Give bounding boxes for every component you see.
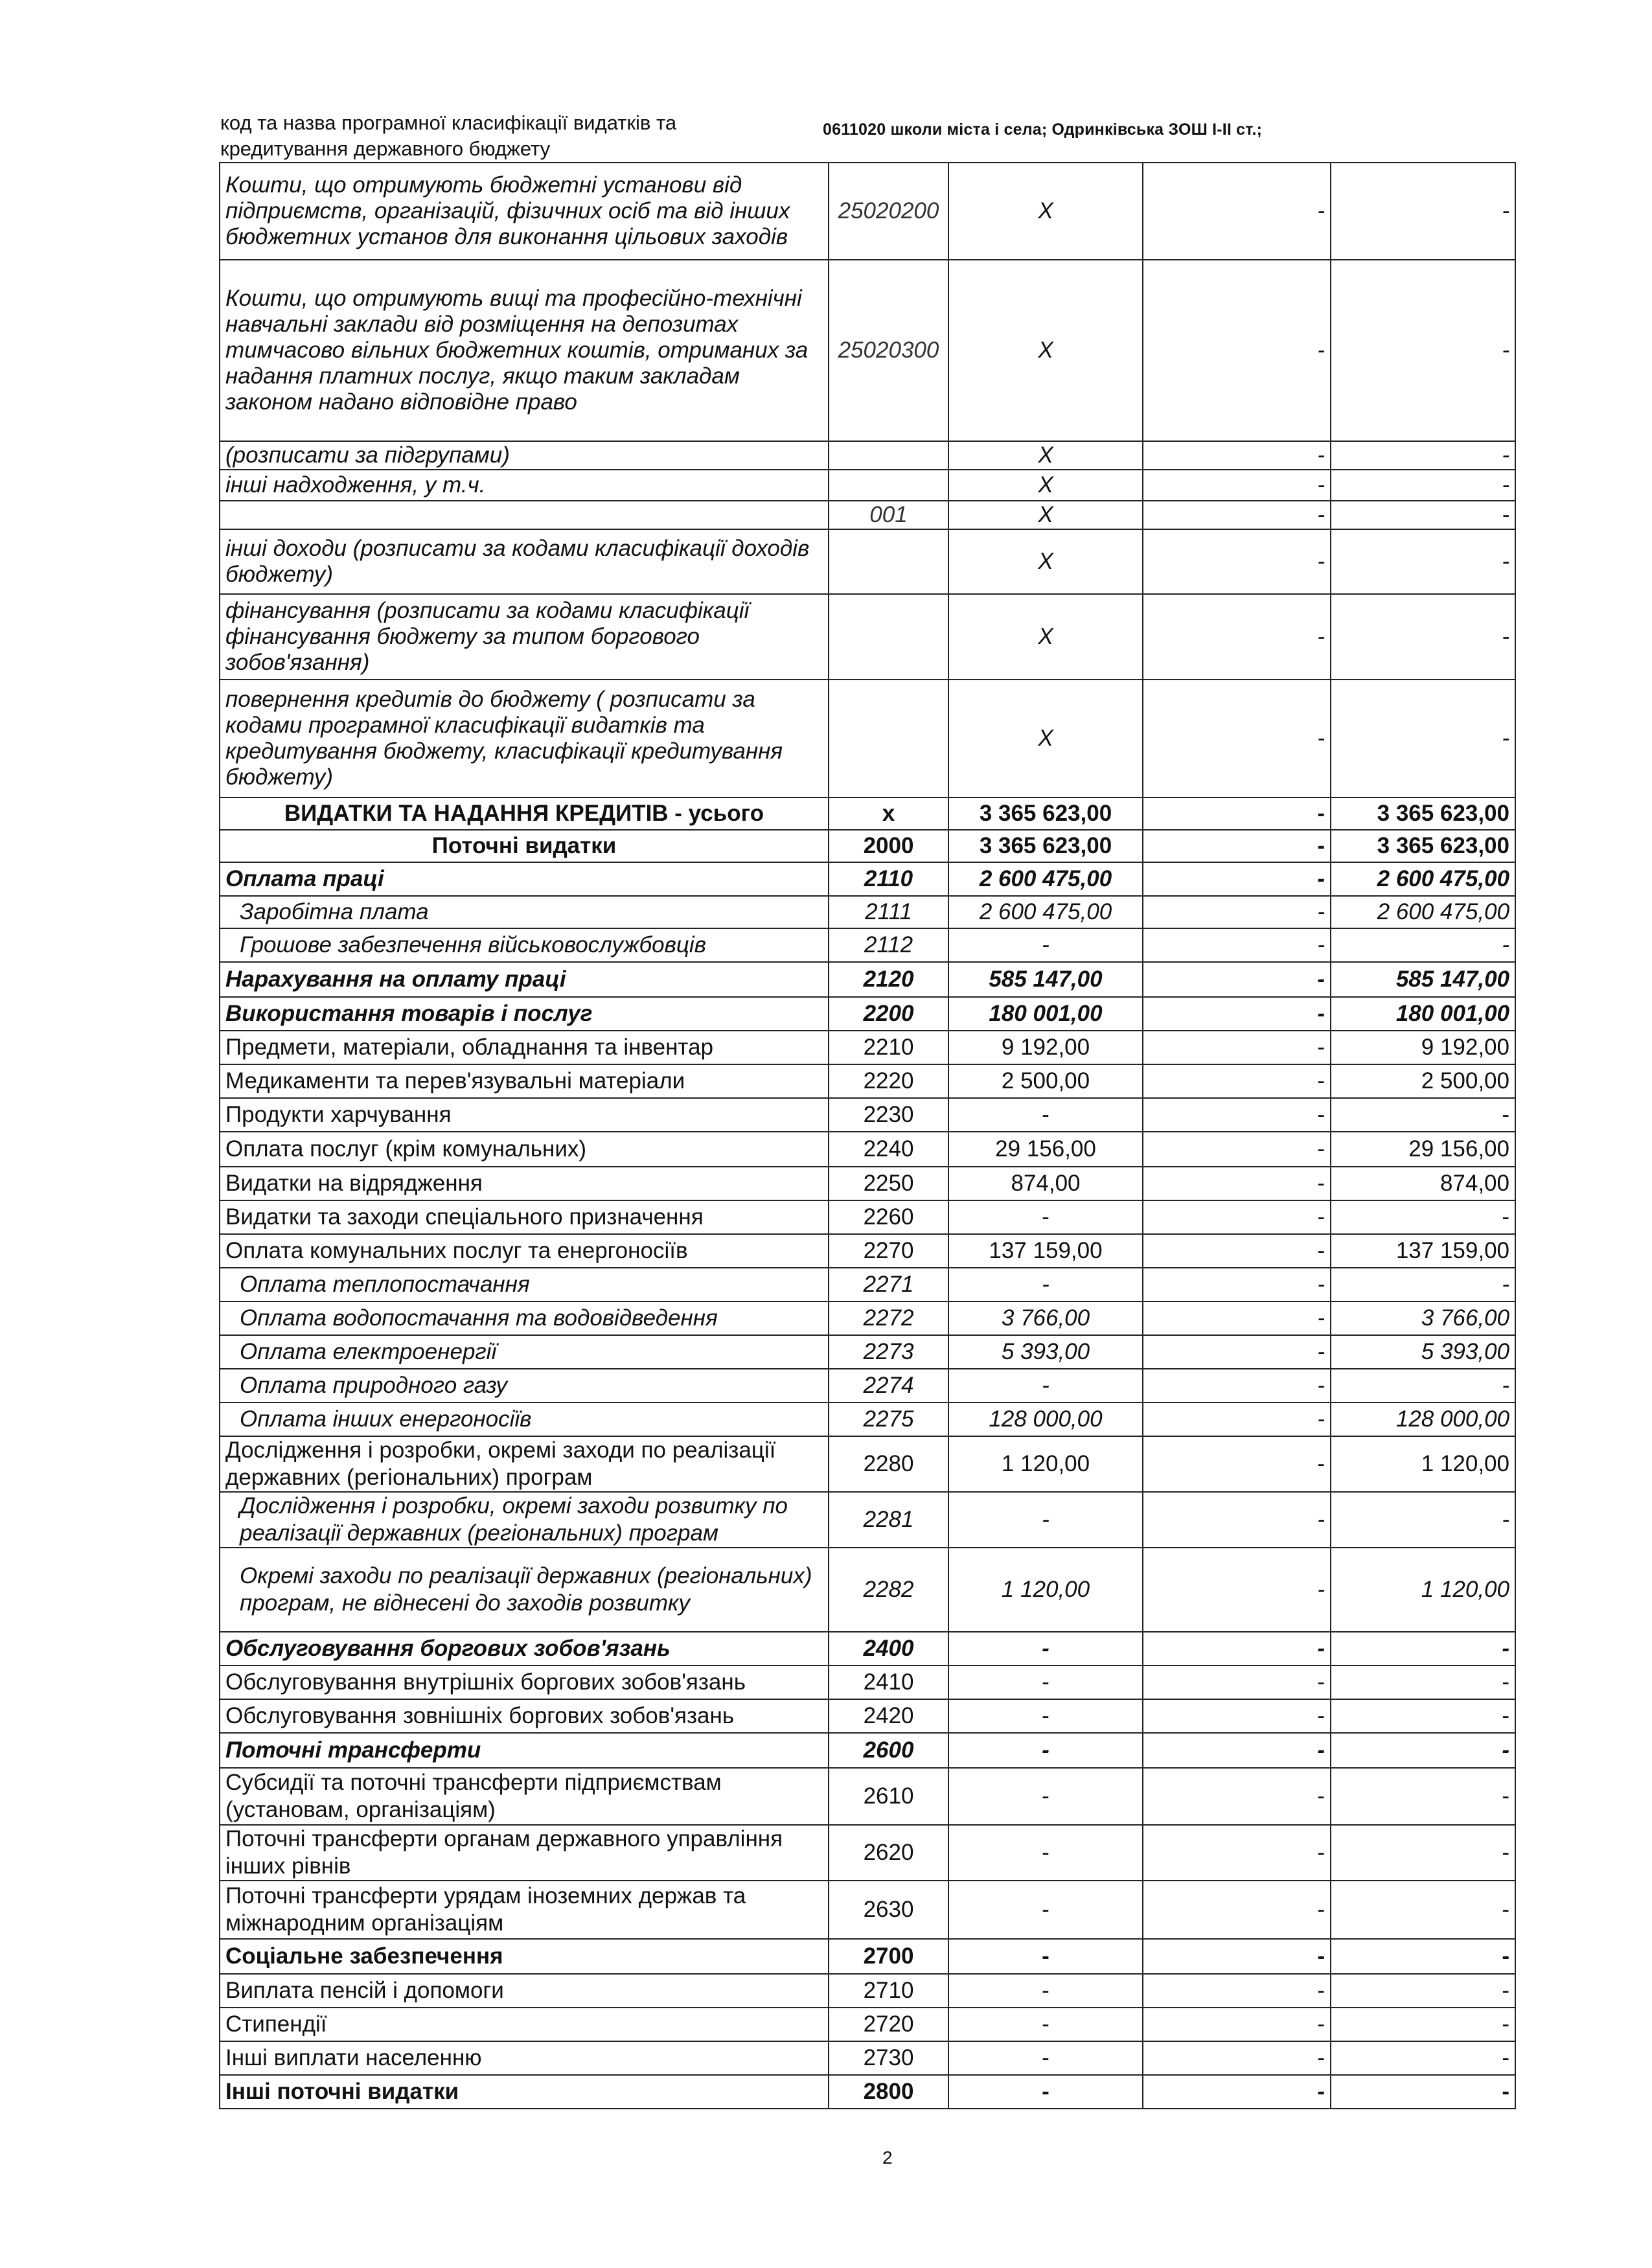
table-row [220,1939,1515,1974]
table-row [220,1666,1515,1699]
row-special-cell: - [1143,2075,1331,2109]
row-total-cell: - [1331,1492,1515,1548]
row-plan-cell: 2 600 475,00 [948,896,1143,928]
table-row [220,1301,1515,1335]
row-code-cell: x [829,797,948,830]
row-special-cell: - [1143,441,1331,470]
row-name-cell: Оплата теплопостачання [220,1268,829,1301]
table-row [220,680,1515,797]
row-plan-cell: - [948,1768,1143,1825]
row-plan-cell: - [948,1369,1143,1403]
row-code-cell: 2270 [829,1234,948,1268]
row-code-cell: 2282 [829,1548,948,1632]
row-plan-cell: X [948,680,1143,797]
program-classification-label: код та назва програмної класифікації видатків та кредитування державного бюджету [220,111,677,160]
row-name-cell: Стипендії [220,2008,829,2041]
row-special-cell: - [1143,1939,1331,1974]
row-plan-cell: 1 120,00 [948,1548,1143,1632]
row-special-cell: - [1143,1548,1331,1632]
row-plan-cell: X [948,529,1143,594]
row-code-cell: 2000 [829,830,948,862]
table-row [220,1064,1515,1098]
row-code-cell: 2700 [829,1939,948,1974]
table-row [220,1632,1515,1666]
row-name-cell: Видатки на відрядження [220,1167,829,1200]
row-total-cell: - [1331,680,1515,797]
table-row [220,2075,1515,2109]
table-row [220,1825,1515,1881]
row-code-cell: 2274 [829,1369,948,1403]
row-special-cell: - [1143,529,1331,594]
row-name-cell: Оплата водопостачання та водовідведення [220,1301,829,1335]
row-special-cell: - [1143,997,1331,1031]
row-total-cell: 29 156,00 [1331,1132,1515,1167]
row-special-cell: - [1143,1436,1331,1492]
row-total-cell: - [1331,594,1515,680]
row-code-cell: 2600 [829,1733,948,1768]
row-total-cell: - [1331,1733,1515,1768]
row-code-cell [829,680,948,797]
row-name-cell: Соціальне забезпечення [220,1939,829,1974]
row-total-cell: 2 600 475,00 [1331,896,1515,928]
row-code-cell: 2400 [829,1632,948,1666]
row-total-cell: 2 600 475,00 [1331,862,1515,896]
row-total-cell: 3 766,00 [1331,1301,1515,1335]
row-special-cell: - [1143,1974,1331,2008]
row-code-cell: 2272 [829,1301,948,1335]
table-row [220,2041,1515,2075]
row-special-cell: - [1143,1403,1331,1436]
table-row [220,862,1515,896]
row-code-cell: 2220 [829,1064,948,1098]
row-code-cell: 2273 [829,1335,948,1369]
row-name-cell: Продукти харчування [220,1098,829,1132]
row-plan-cell: X [948,260,1143,441]
row-code-cell: 2110 [829,862,948,896]
row-code-cell: 2281 [829,1492,948,1548]
row-total-cell: 585 147,00 [1331,962,1515,997]
table-row [220,1768,1515,1825]
row-code-cell: 2200 [829,997,948,1031]
row-total-cell: - [1331,529,1515,594]
row-total-cell: - [1331,1200,1515,1234]
row-code-cell: 2710 [829,1974,948,2008]
table-row [220,1098,1515,1132]
row-code-cell: 2210 [829,1031,948,1064]
row-total-cell: 128 000,00 [1331,1403,1515,1436]
row-special-cell: - [1143,1200,1331,1234]
row-name-cell: Інші виплати населенню [220,2041,829,2075]
row-plan-cell: X [948,441,1143,470]
row-name-cell: повернення кредитів до бюджету ( розписати за кодами програмної класифікації видатків та кредитування бюджету, класифікації кредитування бюджету) [220,680,829,797]
row-name-cell: Обслуговування внутрішніх боргових зобов'язань [220,1666,829,1699]
row-special-cell: - [1143,1492,1331,1548]
row-code-cell: 2720 [829,2008,948,2041]
row-special-cell: - [1143,1733,1331,1768]
row-total-cell: - [1331,1369,1515,1403]
row-name-cell: Заробітна плата [220,896,829,928]
row-total-cell: 874,00 [1331,1167,1515,1200]
program-classification-value: 0611020 школи міста і села; Одринківська ЗОШ І-ІІ ст.; [823,120,1263,139]
row-special-cell: - [1143,1825,1331,1881]
row-name-cell: Поточні трансферти органам державного управління інших рівнів [220,1825,829,1881]
row-total-cell: - [1331,1098,1515,1132]
row-code-cell: 2620 [829,1825,948,1881]
row-special-cell: - [1143,501,1331,529]
table-row [220,1369,1515,1403]
row-special-cell: - [1143,1369,1331,1403]
row-total-cell: - [1331,1632,1515,1666]
row-plan-cell: - [948,2075,1143,2109]
row-total-cell: - [1331,501,1515,529]
row-plan-cell: - [948,1699,1143,1733]
row-code-cell [829,441,948,470]
budget-table [219,162,1516,2109]
row-name-cell: фінансування (розписати за кодами класифікації фінансування бюджету за типом боргового зобов'язання) [220,594,829,680]
row-name-cell: Предмети, матеріали, обладнання та інвентар [220,1031,829,1064]
row-special-cell: - [1143,1768,1331,1825]
row-name-cell: Поточні видатки [220,830,829,862]
table-row [220,1132,1515,1167]
row-name-cell: Видатки та заходи спеціального призначення [220,1200,829,1234]
row-code-cell [829,529,948,594]
row-name-cell: Використання товарів і послуг [220,997,829,1031]
row-plan-cell: - [948,1733,1143,1768]
row-plan-cell: - [948,1939,1143,1974]
row-total-cell: 180 001,00 [1331,997,1515,1031]
row-plan-cell: 5 393,00 [948,1335,1143,1369]
table-row [220,1974,1515,2008]
row-total-cell: - [1331,1974,1515,2008]
row-plan-cell: 29 156,00 [948,1132,1143,1167]
row-special-cell: - [1143,862,1331,896]
row-plan-cell: - [948,1666,1143,1699]
table-row [220,441,1515,470]
row-plan-cell: 2 500,00 [948,1064,1143,1098]
table-row [220,830,1515,862]
row-name-cell: ВИДАТКИ ТА НАДАННЯ КРЕДИТІВ - усього [220,797,829,830]
row-total-cell: - [1331,1666,1515,1699]
row-plan-cell: - [948,1881,1143,1939]
row-plan-cell: - [948,1632,1143,1666]
row-code-cell: 2275 [829,1403,948,1436]
table-row [220,1436,1515,1492]
table-row [220,1699,1515,1733]
row-plan-cell: 1 120,00 [948,1436,1143,1492]
row-code-cell: 2230 [829,1098,948,1132]
table-row [220,896,1515,928]
row-plan-cell: 3 365 623,00 [948,797,1143,830]
row-plan-cell: X [948,470,1143,501]
table-row [220,997,1515,1031]
row-plan-cell: 874,00 [948,1167,1143,1200]
row-total-cell: 1 120,00 [1331,1436,1515,1492]
row-name-cell: Оплата послуг (крім комунальних) [220,1132,829,1167]
row-name-cell: Обслуговування боргових зобов'язань [220,1632,829,1666]
row-name-cell: Оплата електроенергії [220,1335,829,1369]
table-row [220,797,1515,830]
table-row [220,1881,1515,1939]
row-special-cell: - [1143,2008,1331,2041]
table-row [220,1335,1515,1369]
row-code-cell [829,594,948,680]
row-special-cell: - [1143,830,1331,862]
table-row [220,594,1515,680]
row-code-cell: 25020300 [829,260,948,441]
row-total-cell: 3 365 623,00 [1331,797,1515,830]
table-row [220,1548,1515,1632]
row-total-cell: - [1331,441,1515,470]
row-name-cell: Кошти, що отримують бюджетні установи від підприємств, організацій, фізичних осіб та від інших бюджетних установ для виконання цільових заходів [220,163,829,260]
row-code-cell: 2610 [829,1768,948,1825]
row-plan-cell: 585 147,00 [948,962,1143,997]
table-row [220,2008,1515,2041]
row-plan-cell: X [948,594,1143,680]
row-plan-cell: 128 000,00 [948,1403,1143,1436]
row-special-cell: - [1143,797,1331,830]
row-special-cell: - [1143,1301,1331,1335]
row-code-cell: 2250 [829,1167,948,1200]
row-plan-cell: - [948,1492,1143,1548]
page-number: 2 [882,2148,893,2168]
row-special-cell: - [1143,163,1331,260]
table-row [220,1733,1515,1768]
row-total-cell: - [1331,928,1515,962]
row-name-cell: Оплата природного газу [220,1369,829,1403]
row-special-cell: - [1143,594,1331,680]
row-total-cell: - [1331,1268,1515,1301]
row-total-cell: - [1331,2041,1515,2075]
row-name-cell: інші доходи (розписати за кодами класифікації доходів бюджету) [220,529,829,594]
row-name-cell: Поточні трансферти урядам іноземних держав та міжнародним організаціям [220,1881,829,1939]
row-total-cell: 1 120,00 [1331,1548,1515,1632]
row-code-cell: 2271 [829,1268,948,1301]
row-special-cell: - [1143,260,1331,441]
table-row [220,163,1515,260]
row-total-cell: - [1331,1768,1515,1825]
row-special-cell: - [1143,1335,1331,1369]
row-plan-cell: X [948,163,1143,260]
table-row [220,928,1515,962]
table-row [220,1492,1515,1548]
row-special-cell: - [1143,1881,1331,1939]
row-plan-cell: 3 766,00 [948,1301,1143,1335]
row-plan-cell: - [948,1974,1143,2008]
row-total-cell: - [1331,1825,1515,1881]
row-code-cell: 2410 [829,1666,948,1699]
row-plan-cell: - [948,1200,1143,1234]
table-row [220,501,1515,529]
row-total-cell: 5 393,00 [1331,1335,1515,1369]
table-row [220,1234,1515,1268]
row-name-cell: Дослідження і розробки, окремі заходи по реалізації державних (регіональних) програм [220,1436,829,1492]
row-special-cell: - [1143,470,1331,501]
row-total-cell: 2 500,00 [1331,1064,1515,1098]
row-plan-cell: 3 365 623,00 [948,830,1143,862]
row-total-cell: 3 365 623,00 [1331,830,1515,862]
row-special-cell: - [1143,962,1331,997]
table-row [220,962,1515,997]
row-name-cell: Грошове забезпечення військовослужбовців [220,928,829,962]
row-name-cell: Окремі заходи по реалізації державних (регіональних) програм, не віднесені до заходів розвитку [220,1548,829,1632]
row-code-cell: 001 [829,501,948,529]
row-name-cell [220,501,829,529]
table-row [220,1167,1515,1200]
row-code-cell: 2111 [829,896,948,928]
row-name-cell: Поточні трансферти [220,1733,829,1768]
row-special-cell: - [1143,1167,1331,1200]
row-name-cell: Оплата комунальних послуг та енергоносіїв [220,1234,829,1268]
table-row [220,1031,1515,1064]
row-total-cell: 137 159,00 [1331,1234,1515,1268]
row-code-cell: 2630 [829,1881,948,1939]
row-special-cell: - [1143,1632,1331,1666]
row-plan-cell: - [948,2041,1143,2075]
row-special-cell: - [1143,896,1331,928]
row-code-cell: 2800 [829,2075,948,2109]
row-code-cell [829,470,948,501]
row-plan-cell: 137 159,00 [948,1234,1143,1268]
row-name-cell: інші надходження, у т.ч. [220,470,829,501]
row-name-cell: Субсидії та поточні трансферти підприємствам (установам, організаціям) [220,1768,829,1825]
row-total-cell: - [1331,470,1515,501]
row-special-cell: - [1143,1132,1331,1167]
row-name-cell: Інші поточні видатки [220,2075,829,2109]
row-plan-cell: - [948,1098,1143,1132]
row-code-cell: 2120 [829,962,948,997]
row-total-cell: - [1331,1939,1515,1974]
row-plan-cell: - [948,1825,1143,1881]
row-name-cell: Кошти, що отримують вищі та професійно-технічні навчальні заклади від розміщення на депозитах тимчасово вільних бюджетних коштів, отриманих за надання платних послуг, якщо таким закладам законом надано відповідне право [220,260,829,441]
row-code-cell: 2240 [829,1132,948,1167]
row-plan-cell: - [948,2008,1143,2041]
row-plan-cell: 9 192,00 [948,1031,1143,1064]
row-code-cell: 2112 [829,928,948,962]
row-plan-cell: - [948,928,1143,962]
row-name-cell: Оплата праці [220,862,829,896]
table-row [220,260,1515,441]
row-special-cell: - [1143,1064,1331,1098]
row-total-cell: - [1331,2008,1515,2041]
row-code-cell: 2730 [829,2041,948,2075]
row-plan-cell: 180 001,00 [948,997,1143,1031]
row-plan-cell: X [948,501,1143,529]
table-row [220,1403,1515,1436]
row-code-cell: 2420 [829,1699,948,1733]
row-special-cell: - [1143,1268,1331,1301]
row-total-cell: - [1331,163,1515,260]
row-total-cell: 9 192,00 [1331,1031,1515,1064]
row-name-cell: Виплата пенсій і допомоги [220,1974,829,2008]
row-special-cell: - [1143,1234,1331,1268]
row-name-cell: Дослідження і розробки, окремі заходи розвитку по реалізації державних (регіональних) програм [220,1492,829,1548]
table-row [220,529,1515,594]
row-special-cell: - [1143,1098,1331,1132]
row-special-cell: - [1143,1666,1331,1699]
row-total-cell: - [1331,2075,1515,2109]
row-plan-cell: - [948,1268,1143,1301]
table-row [220,1200,1515,1234]
row-total-cell: - [1331,1699,1515,1733]
row-code-cell: 25020200 [829,163,948,260]
document-header [220,110,1516,165]
table-row [220,470,1515,501]
row-special-cell: - [1143,1699,1331,1733]
row-code-cell: 2260 [829,1200,948,1234]
table-row [220,1268,1515,1301]
row-special-cell: - [1143,1031,1331,1064]
row-name-cell: Медикаменти та перев'язувальні матеріали [220,1064,829,1098]
row-name-cell: Обслуговування зовнішніх боргових зобов'язань [220,1699,829,1733]
row-name-cell: (розписати за підгрупами) [220,441,829,470]
row-special-cell: - [1143,928,1331,962]
row-code-cell: 2280 [829,1436,948,1492]
row-special-cell: - [1143,2041,1331,2075]
budget-table-body [220,163,1515,2109]
row-total-cell: - [1331,1881,1515,1939]
row-total-cell: - [1331,260,1515,441]
row-name-cell: Оплата інших енергоносіїв [220,1403,829,1436]
row-plan-cell: 2 600 475,00 [948,862,1143,896]
row-name-cell: Нарахування на оплату праці [220,962,829,997]
row-special-cell: - [1143,680,1331,797]
